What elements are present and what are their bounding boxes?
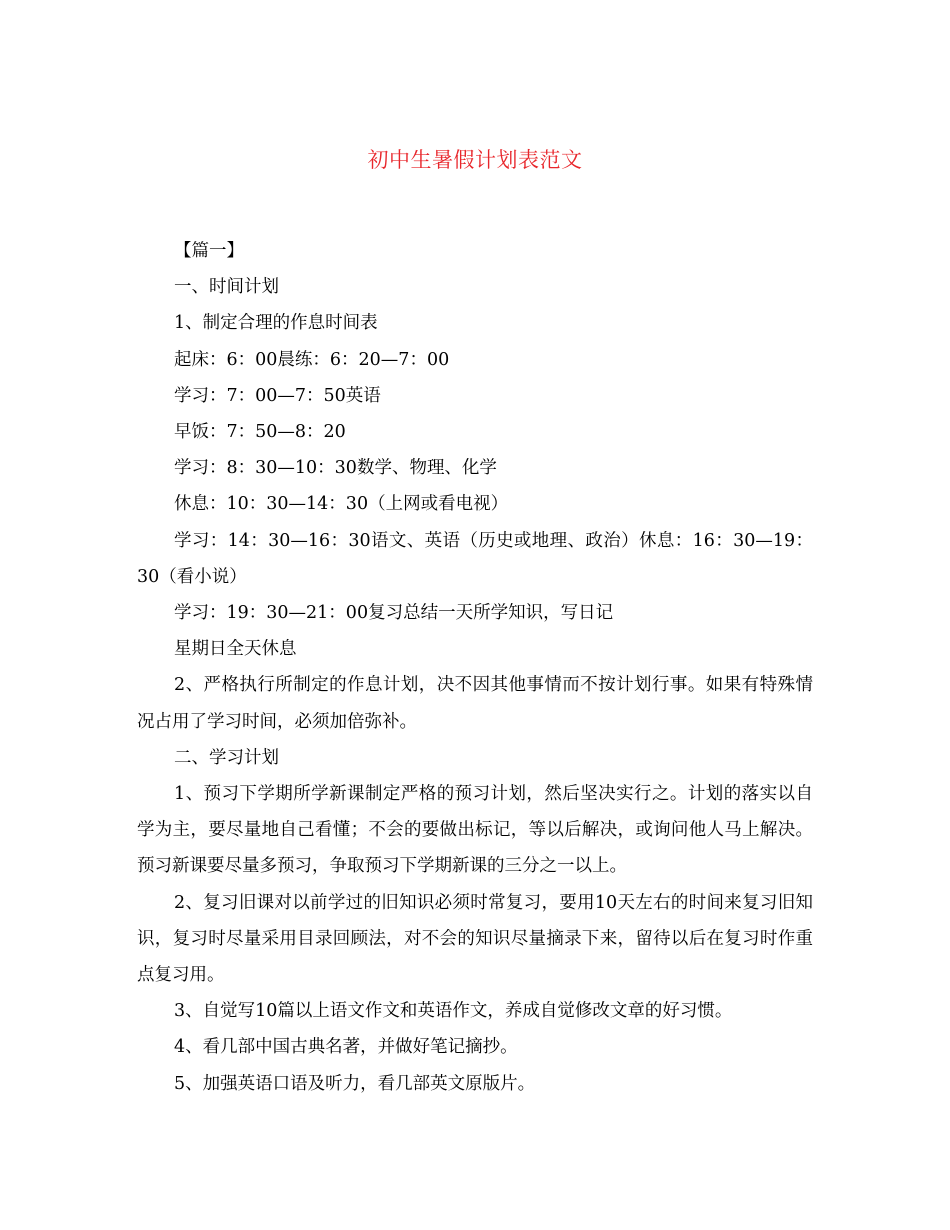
schedule-line-afternoon: 学习：14：30—16：30语文、英语（历史或地理、政治）休息：16：30—19：30（看小说） bbox=[137, 530, 813, 587]
paragraph-strict-execution: 2、严格执行所制定的作息计划，决不因其他事情而不按计划行事。如果有特殊情况占用了学习时间，必须加倍弥补。 bbox=[137, 675, 813, 732]
document-body bbox=[137, 233, 813, 1102]
paragraph-preview: 1、预习下学期所学新课制定严格的预习计划，然后坚决实行之。计划的落实以自学为主，要尽量地自己看懂；不会的要做出标记，等以后解决，或询问他人马上解决。预习新课要尽量多预习，争取预习下学期新课的三分之一以上。 bbox=[137, 784, 813, 877]
section-heading-time-plan: 一、时间计划 bbox=[174, 277, 279, 298]
section-heading-part1: 【篇一】 bbox=[174, 241, 244, 261]
paragraph-review: 2、复习旧课对以前学过的旧知识必须时常复习，要用10天左右的时间来复习旧知识，复习时尽量采用目录回顾法，对不会的知识尽量摘录下来，留待以后在复习时作重点复习用。 bbox=[137, 892, 813, 986]
paragraph-schedule-intro: 1、制定合理的作息时间表 bbox=[174, 313, 378, 334]
schedule-line-wakeup: 起床：6：00晨练：6：20—7：00 bbox=[174, 349, 450, 370]
document-title: 初中生暑假计划表范文 bbox=[367, 148, 583, 172]
schedule-line-english: 学习：7：00—7：50英语 bbox=[174, 385, 381, 406]
schedule-line-breakfast: 早饭：7：50—8：20 bbox=[174, 422, 346, 443]
paragraph-writing: 3、自觉写10篇以上语文作文和英语作文，养成自觉修改文章的好习惯。 bbox=[174, 1001, 733, 1022]
paragraph-classics: 4、看几部中国古典名著，并做好笔记摘抄。 bbox=[174, 1037, 518, 1058]
schedule-line-evening: 学习：19：30—21：00复习总结一天所学知识，写日记 bbox=[174, 603, 614, 624]
schedule-line-sunday: 星期日全天休息 bbox=[174, 639, 297, 660]
schedule-line-rest: 休息：10：30—14：30（上网或看电视） bbox=[174, 494, 509, 515]
paragraph-english: 5、加强英语口语及听力，看几部英文原版片。 bbox=[174, 1073, 536, 1094]
section-heading-study-plan: 二、学习计划 bbox=[174, 747, 279, 768]
schedule-line-science: 学习：8：30—10：30数学、物理、化学 bbox=[174, 458, 497, 479]
